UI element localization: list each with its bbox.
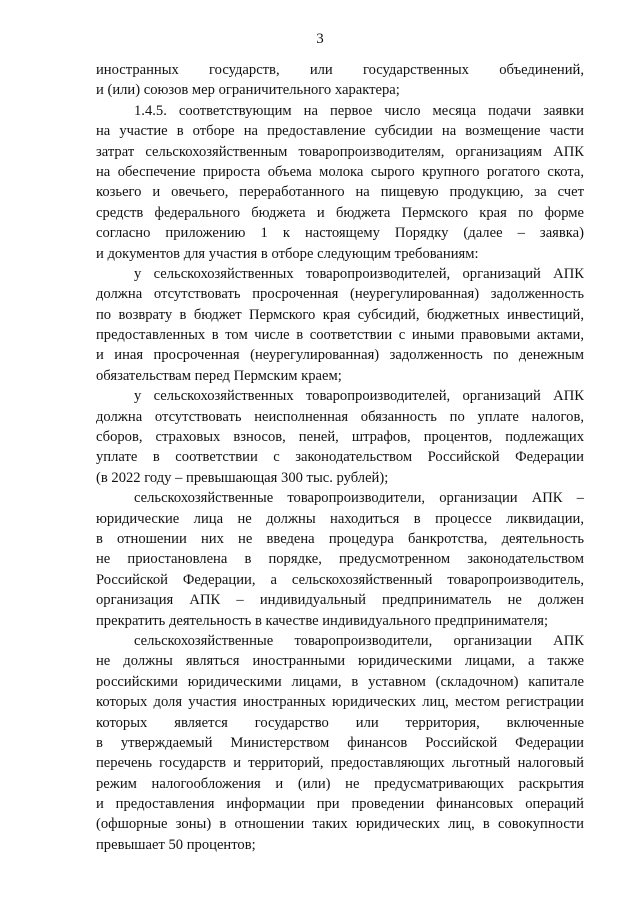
text-line: не приостановлена в порядке, предусмотренном законодательством <box>96 551 584 568</box>
text-line: 1.4.5. соответствующим на первое число месяца подачи заявки <box>134 102 584 119</box>
text-line: (в 2022 году – превышающая 300 тыс. рублей); <box>96 469 389 486</box>
text-line: режим налогообложения и (или) не предусматривающих раскрытия <box>96 775 584 792</box>
text-line: затрат сельскохозяйственным товаропроизводителям, организациям АПК <box>96 143 584 160</box>
text-line: должна отсутствовать просроченная (неурегулированная) задолженность <box>96 286 584 303</box>
text-line: предоставленных в том числе в соответствии с иными правовыми актами, <box>96 327 584 344</box>
text-line: на обеспечение прироста объема молока сырого крупного рогатого скота, <box>96 163 584 180</box>
text-line: превышает 50 процентов; <box>96 836 256 853</box>
text-line: Российской Федерации, а сельскохозяйственный товаропроизводитель, <box>96 571 584 588</box>
text-line: и иная просроченная (неурегулированная) задолженность по денежным <box>96 347 584 364</box>
text-line: которых доля участия иностранных юридических лиц, местом регистрации <box>96 694 584 711</box>
page-number: 3 <box>316 31 324 47</box>
text-line: в отношении них не введена процедура банкротства, деятельность <box>96 530 584 547</box>
text-line: согласно приложению 1 к настоящему Порядку (далее – заявка) <box>96 225 584 242</box>
text-line: и предоставления информации при проведении финансовых операций <box>96 796 584 813</box>
text-line: российскими юридическими лицами, в уставном (складочном) капитале <box>96 673 584 690</box>
text-line: в утверждаемый Министерством финансов Российской Федерации <box>96 734 584 751</box>
text-line: должна отсутствовать неисполненная обязанность по уплате налогов, <box>96 408 584 425</box>
text-line: не должны являться иностранными юридическими лицами, а также <box>96 653 584 670</box>
text-line: организация АПК – индивидуальный предприниматель не должен <box>96 592 584 609</box>
text-line: юридические лица не должны находиться в процессе ликвидации, <box>96 510 584 527</box>
text-line: и документов для участия в отборе следующим требованиям: <box>96 245 479 262</box>
text-line: перечень государств и территорий, предоставляющих льготный налоговый <box>96 755 584 772</box>
text-line: сельскохозяйственные товаропроизводители, организации АПК – <box>134 490 584 507</box>
text-line: обязательствам перед Пермским краем; <box>96 367 342 384</box>
text-line: сборов, страховых взносов, пеней, штрафов, процентов, подлежащих <box>96 429 584 446</box>
text-line: козьего и овечьего, переработанного на пищевую продукцию, за счет <box>96 184 584 201</box>
text-line: сельскохозяйственные товаропроизводители, организации АПК <box>134 632 584 649</box>
text-line: на участие в отборе на предоставление субсидии на возмещение части <box>96 123 584 140</box>
text-line: которых является государство или территория, включенные <box>96 714 584 731</box>
document-body <box>96 60 584 855</box>
text-line: прекратить деятельность в качестве индивидуального предпринимателя; <box>96 612 549 629</box>
text-line: и (или) союзов мер ограничительного характера; <box>96 82 400 99</box>
text-line: средств федерального бюджета и бюджета Пермского края по форме <box>96 204 584 221</box>
text-line: у сельскохозяйственных товаропроизводителей, организаций АПК <box>134 265 584 282</box>
text-line: (офшорные зоны) в отношении таких юридических лиц, в совокупности <box>96 816 584 833</box>
text-line: у сельскохозяйственных товаропроизводителей, организаций АПК <box>134 388 584 405</box>
text-line: иностранных государств, или государственных объединений, <box>96 62 584 78</box>
text-line: по возврату в бюджет Пермского края субсидий, бюджетных инвестиций, <box>96 306 584 323</box>
text-line: уплате в соответствии с законодательством Российской Федерации <box>96 449 584 466</box>
